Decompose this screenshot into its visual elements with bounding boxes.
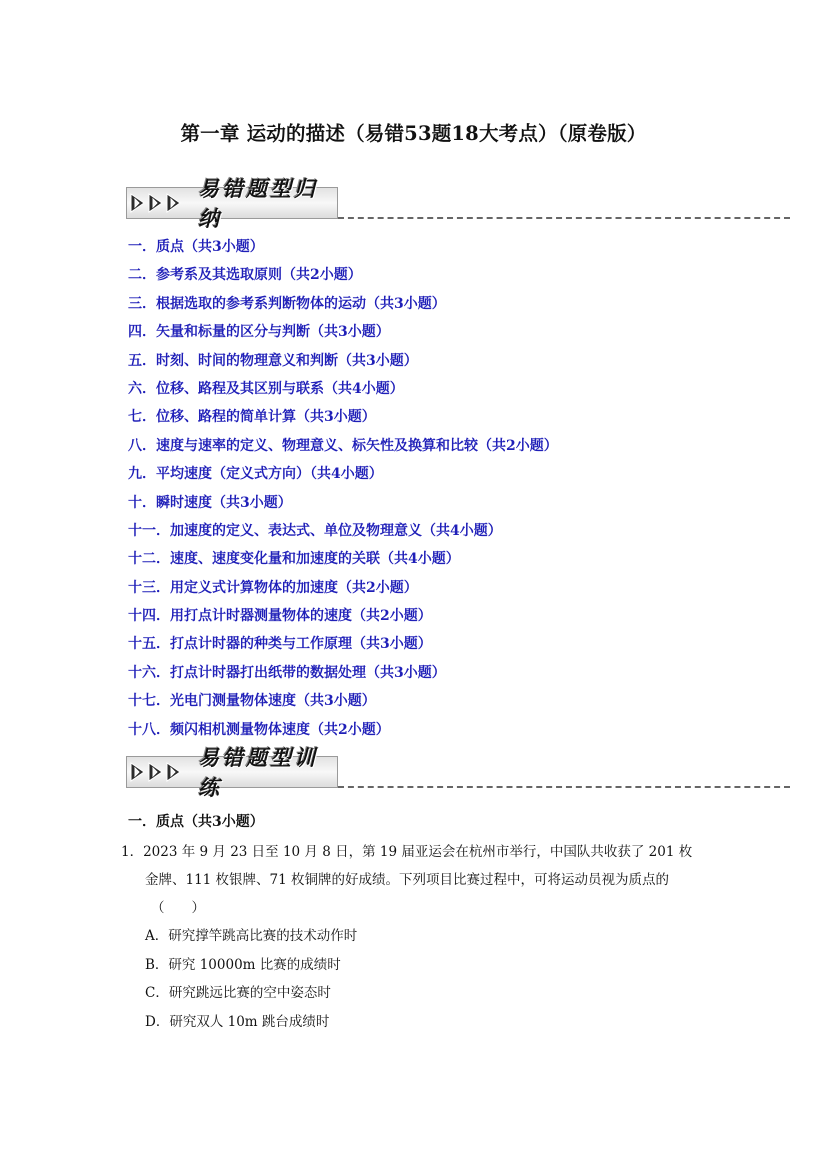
section-banner-practice (126, 745, 790, 800)
toc-link[interactable]: 十五．打点计时器的种类与工作原理（共3小题） (128, 636, 432, 653)
option-c: C．研究跳远比赛的空中姿态时 (145, 985, 331, 1001)
toc-link[interactable]: 十六．打点计时器打出纸带的数据处理（共3小题） (128, 664, 446, 681)
toc-link[interactable]: 十四．用打点计时器测量物体的速度（共2小题） (128, 608, 432, 625)
banner-label: 易错题型归纳 (198, 176, 318, 231)
banner-box (126, 745, 338, 800)
toc-link[interactable]: 八．速度与速率的定义、物理意义、标矢性及换算和比较（共2小题） (128, 437, 558, 454)
option-d: D．研究双人 10m 跳台成绩时 (145, 1013, 330, 1030)
section-heading: 一．质点（共3小题） (128, 814, 264, 830)
toc-link[interactable]: 十八．频闪相机测量物体速度（共2小题） (128, 721, 390, 738)
banner-label: 易错题型训练 (198, 745, 318, 800)
toc-link[interactable]: 一．质点（共3小题） (128, 239, 264, 255)
toc-link[interactable]: 十三．用定义式计算物体的加速度（共2小题） (128, 579, 418, 596)
page-title: 第一章 运动的描述（易错53题18大考点）（原卷版） (180, 122, 647, 145)
toc-link[interactable]: 七．位移、路程的简单计算（共3小题） (128, 409, 376, 426)
toc-link[interactable]: 十．瞬时速度（共3小题） (128, 494, 292, 511)
toc-link[interactable]: 四．矢量和标量的区分与判断（共3小题） (128, 324, 390, 341)
dashed-divider (338, 217, 790, 219)
toc-link[interactable]: 五．时刻、时间的物理意义和判断（共3小题） (128, 352, 418, 369)
toc-link[interactable]: 十二．速度、速度变化量和加速度的关联（共4小题） (128, 551, 460, 568)
option-a: A．研究撑竿跳高比赛的技术动作时 (145, 928, 358, 944)
toc-link[interactable]: 三．根据选取的参考系判断物体的运动（共3小题） (128, 295, 446, 312)
question-1 (121, 838, 711, 1036)
question-stem-line: 1．2023 年 9 月 23 日至 10 月 8 日，第 19 届亚运会在杭州市举行，中国队共收获了 201 枚 (121, 844, 693, 860)
triple-arrow-icon (130, 192, 188, 214)
answer-blank: （ ） (151, 900, 205, 916)
option-b: B．研究 10000m 比赛的成绩时 (145, 956, 341, 973)
toc-link[interactable]: 二．参考系及其选取原则（共2小题） (128, 267, 362, 284)
question-stem-line: 金牌、111 枚银牌、71 枚铜牌的好成绩。下列项目比赛过程中，可将运动员视为质点的 (145, 872, 670, 888)
section-banner-summary (126, 176, 790, 231)
toc-link[interactable]: 十一．加速度的定义、表达式、单位及物理意义（共4小题） (128, 522, 502, 539)
toc-link[interactable]: 九．平均速度（定义式方向）（共4小题） (128, 466, 383, 483)
triple-arrow-icon (130, 761, 188, 783)
toc-link[interactable]: 十七．光电门测量物体速度（共3小题） (128, 693, 376, 710)
dashed-divider (338, 786, 790, 788)
banner-box (126, 176, 338, 231)
toc-link[interactable]: 六．位移、路程及其区别与联系（共4小题） (128, 380, 404, 397)
table-of-contents (128, 236, 728, 747)
